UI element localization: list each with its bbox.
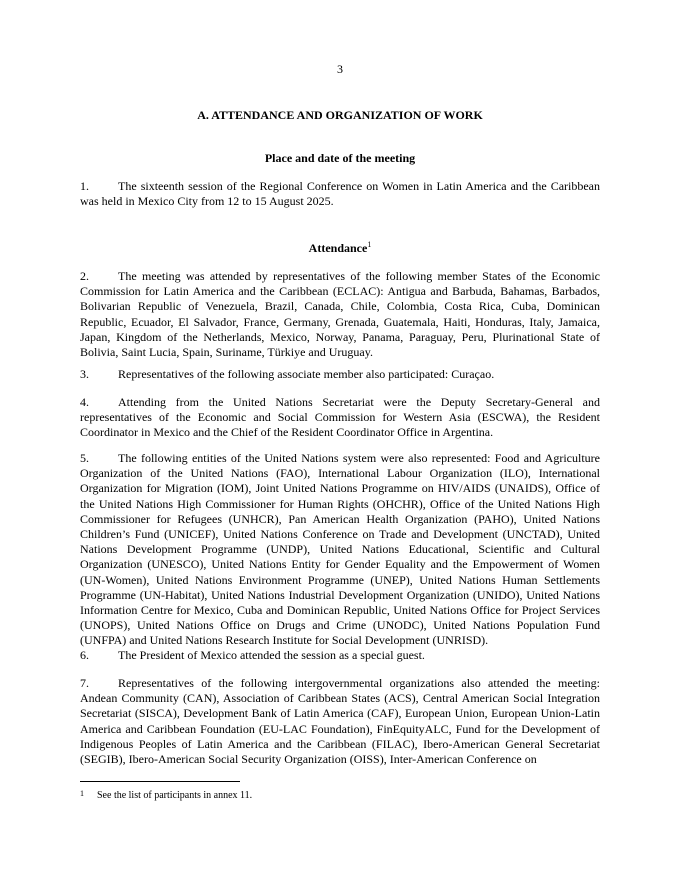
paragraph-number: 5. (80, 451, 89, 465)
footnote-mark: 1 (80, 789, 84, 798)
paragraph-2 (80, 269, 600, 360)
paragraph-number: 4. (80, 395, 89, 409)
footnote-divider (80, 781, 240, 782)
subsection-title-place-date: Place and date of the meeting (264, 151, 416, 165)
paragraph-number: 3. (80, 367, 89, 381)
paragraph-6 (80, 648, 600, 663)
paragraph-text: Representatives of the following intergovernmental organizations also attended the meeting: Andean Community (CAN), Association of Caribbean States (ACS), Central American Social Integration Secretariat (SISCA), Development Bank of Latin America (CAF), European Union, European Union-Latin America and Caribbean Foundation (EU-LAC Foundation), FinEquityALC, Fund for the Development of Indigenous Peoples of Latin America and the Caribbean (FILAC), Ibero-American General Secretariat (SEGIB), Ibero-American Social Security Organization (OISS), Inter-American Conference on (80, 676, 600, 767)
paragraph-text: The following entities of the United Nations system were also represented: Food and Agriculture Organization of the United Nations (FAO), International Labour Organization (ILO), International Organization for Migration (IOM), Joint United Nations Programme on HIV/AIDS (UNAIDS), Office of the United Nations High Commissioner for Human Rights (OHCHR), Office of the United Nations High Commissioner for Refugees (UNHCR), Pan American Health Organization (PAHO), United Nations Children’s Fund (UNICEF), United Nations Conference on Trade and Development (UNCTAD), United Nations Development Programme (UNDP), United Nations Educational, Scientific and Cultural Organization (UNESCO), United Nations Entity for Gender Equality and the Empowerment of Women (UN-Women), United Nations Environment Programme (UNEP), United Nations Human Settlements Programme (UN-Habitat), United Nations Industrial Development Organization (UNIDO), United Nations Information Centre for Mexico, Cuba and Dominican Republic, United Nations Office for Project Services (UNOPS), United Nations Office on Drugs and Crime (UNODC), United Nations Population Fund (UNFPA) and United Nations Research Institute for Social Development (UNRISD). (80, 451, 600, 648)
attendance-title-text: Attendance (308, 241, 368, 255)
paragraph-text: The President of Mexico attended the session as a special guest. (118, 648, 425, 662)
paragraph-text: Attending from the United Nations Secretariat were the Deputy Secretary-General and representatives of the Economic and Social Commission for Western Asia (ESCWA), the Resident Coordinator in Mexico and the Chief of the Resident Coordinator Office in Argentina. (80, 395, 600, 440)
paragraph-number: 6. (80, 648, 89, 662)
page-number: 3 (337, 62, 343, 76)
section-title: A. ATTENDANCE AND ORGANIZATION OF WORK (197, 108, 483, 122)
paragraph-3 (80, 367, 600, 382)
paragraph-text: Representatives of the following associate member also participated: Curaçao. (118, 367, 495, 381)
paragraph-text: The sixteenth session of the Regional Conference on Women in Latin America and the Caribbean was held in Mexico City from 12 to 15 August 2025. (80, 179, 600, 209)
paragraph-number: 7. (80, 676, 89, 690)
paragraph-1 (80, 179, 600, 209)
paragraph-4 (80, 395, 600, 441)
paragraph-text: The meeting was attended by representatives of the following member States of the Economic Commission for Latin America and the Caribbean (ECLAC): Antigua and Barbuda, Bahamas, Barbados, Bolivarian Republic of Venezuela, Brazil, Canada, Chile, Colombia, Costa Rica, Cuba, Dominican Republic, Ecuador, El Salvador, France, Germany, Grenada, Guatemala, Haiti, Honduras, Italy, Jamaica, Japan, Kingdom of the Netherlands, Mexico, Norway, Panama, Paraguay, Peru, Plurinational State of Bolivia, Saint Lucia, Spain, Suriname, Türkiye and Uruguay. (80, 269, 600, 360)
footnote-reference[interactable]: 1 (367, 240, 372, 249)
footnote-text: See the list of participants in annex 11. (97, 790, 253, 801)
paragraph-5 (80, 451, 600, 649)
footnote (80, 788, 600, 802)
subsection-title-attendance (80, 241, 600, 255)
paragraph-number: 2. (80, 269, 89, 283)
paragraph-7 (80, 676, 600, 767)
paragraph-number: 1. (80, 179, 89, 193)
